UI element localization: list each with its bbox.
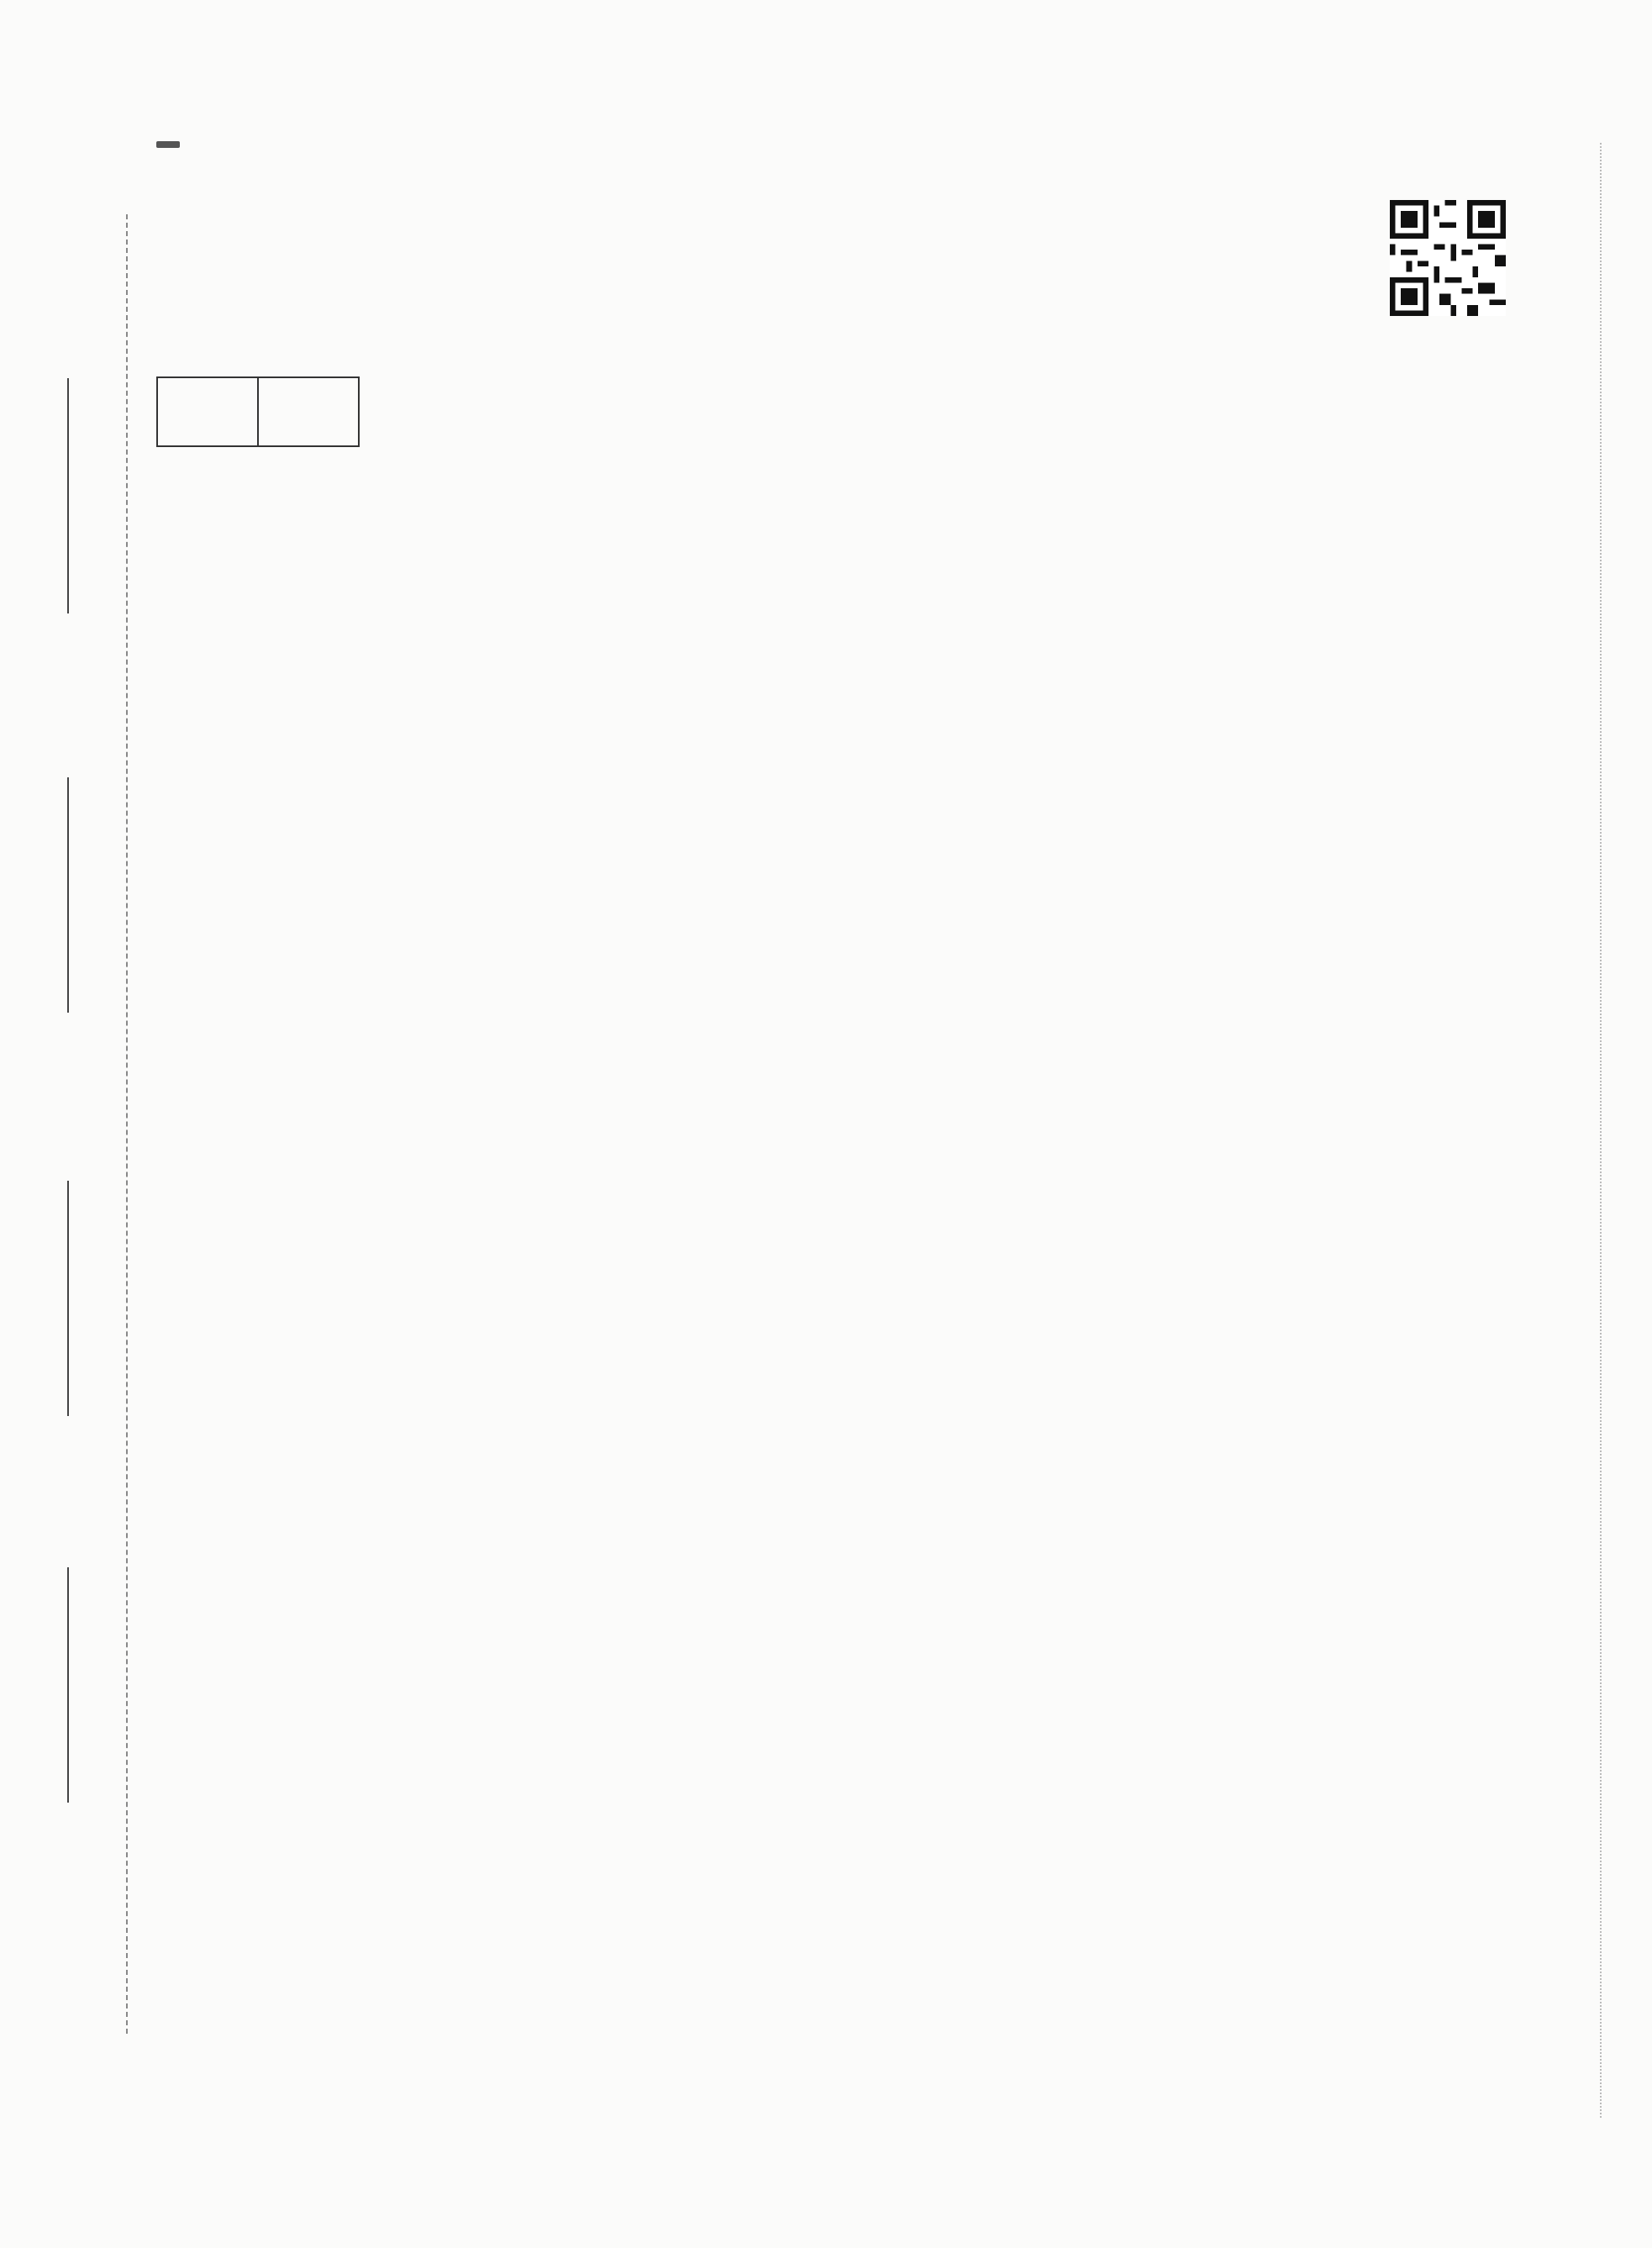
seal-line xyxy=(126,214,128,2034)
score-label xyxy=(158,378,259,445)
option-item xyxy=(1077,818,1447,859)
options-row xyxy=(156,613,1534,655)
option-item xyxy=(1077,736,1447,777)
options-row xyxy=(156,736,1534,777)
score-box xyxy=(156,376,360,447)
question-row xyxy=(156,696,1534,737)
qr-code-icon[interactable] xyxy=(1390,200,1506,316)
options-row xyxy=(156,655,1534,696)
option-item xyxy=(287,736,708,777)
right-margin-rule xyxy=(1600,143,1602,2118)
field-line-student-id xyxy=(67,378,69,613)
instruction-line xyxy=(156,492,1534,533)
options-row xyxy=(156,573,1534,614)
book-header-tag xyxy=(156,141,180,148)
score-entry-cell[interactable] xyxy=(259,378,358,445)
question-row xyxy=(156,777,1534,819)
field-line-school xyxy=(67,1567,69,1803)
options-row xyxy=(156,818,1534,859)
option-item xyxy=(708,818,1077,859)
question-row xyxy=(156,859,1534,900)
field-line-class xyxy=(67,1181,69,1416)
field-line-name xyxy=(67,777,69,1013)
option-item xyxy=(708,736,1077,777)
question-list xyxy=(156,450,1534,900)
question-row xyxy=(156,532,1534,573)
instruction-line xyxy=(156,450,1534,492)
option-item xyxy=(287,818,708,859)
